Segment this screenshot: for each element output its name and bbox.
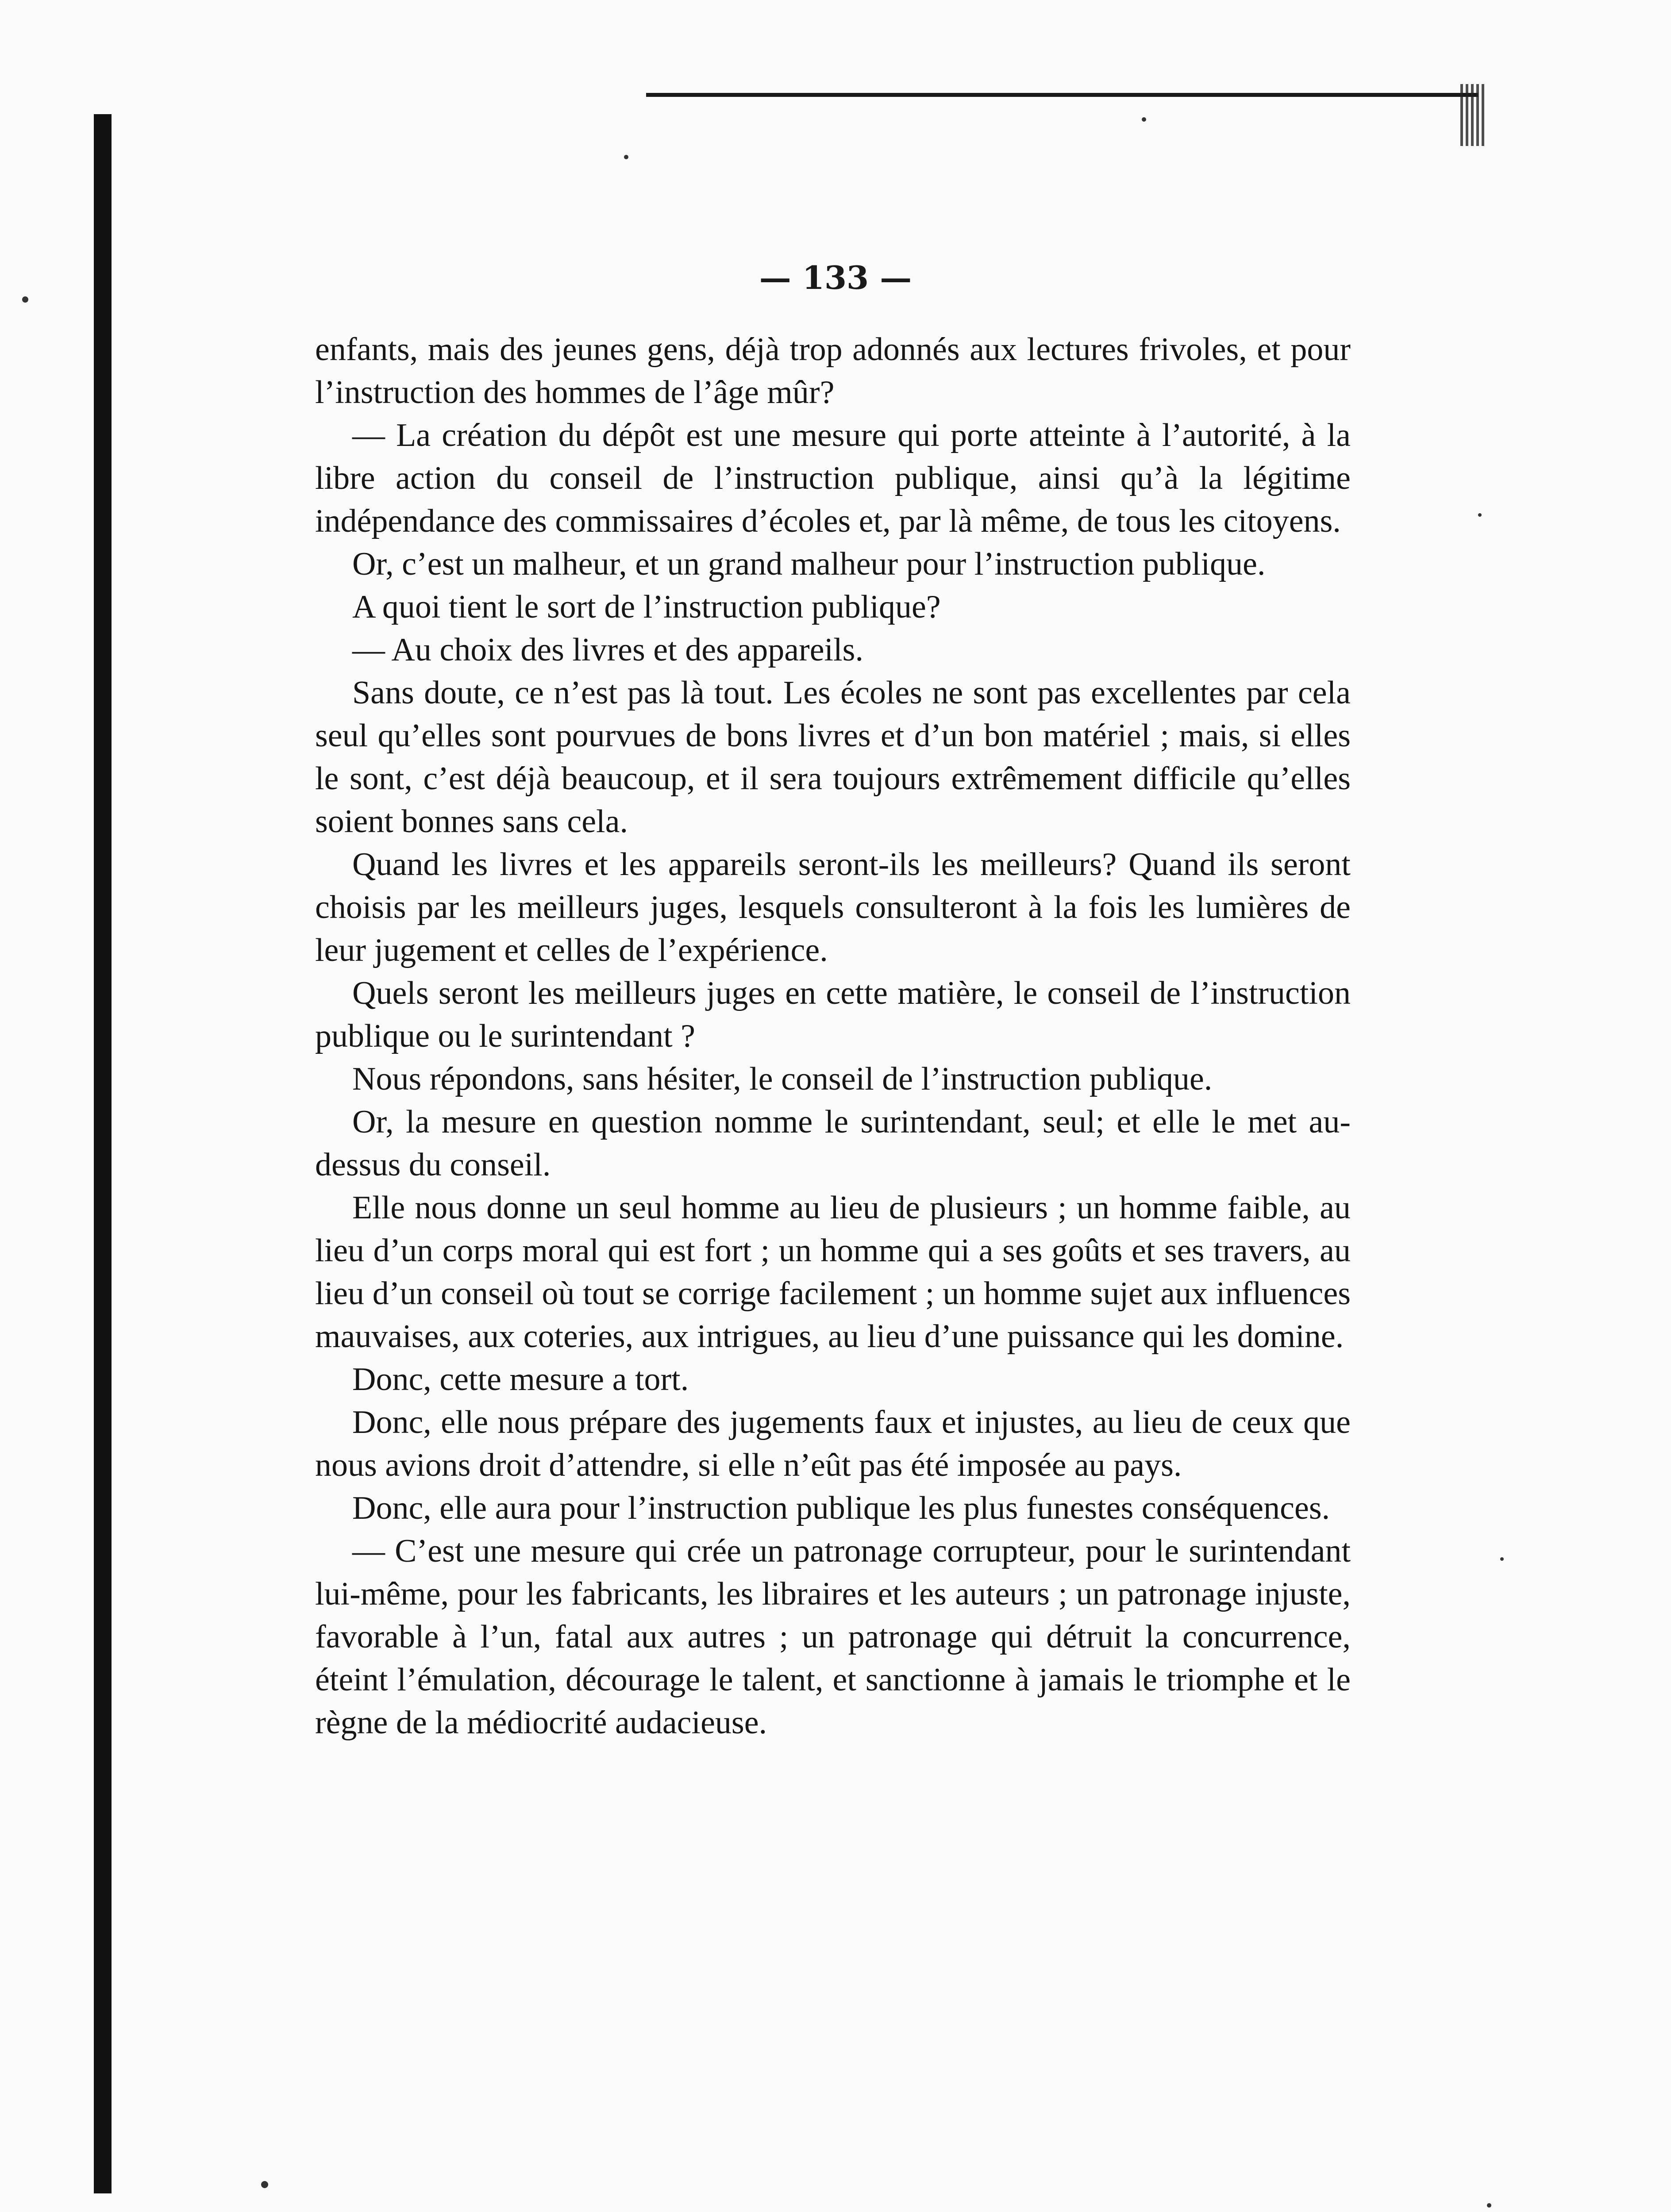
paragraph: Donc, elle nous prépare des jugements faux et injustes, au lieu de ceux que nous avions droit d’attendre, si elle n’eût pas été imposée au pays.	[315, 1404, 1351, 1483]
scan-speck	[261, 2181, 268, 2188]
paragraph: Elle nous donne un seul homme au lieu de plusieurs ; un homme faible, au lieu d’un corps moral qui est fort ; un homme qui a ses goûts et ses travers, au lieu d’un conseil où tout se corrige facilement ; un homme sujet aux influences mauvaises, aux coteries, aux intrigues, au lieu d’une puissance qui les domine.	[315, 1190, 1351, 1355]
scan-speck	[1478, 513, 1482, 517]
paragraph: — La création du dépôt est une mesure qui porte atteinte à l’autorité, à la libre action du conseil de l’instruction publique, ainsi qu’à la légitime indépendance des commissaires d’écoles et, par là même, de tous les citoyens.	[315, 417, 1351, 539]
scan-speck	[624, 155, 628, 159]
paragraph: Nous répondons, sans hésiter, le conseil de l’instruction publique.	[352, 1061, 1213, 1097]
paragraph: enfants, mais des jeunes gens, déjà trop adonnés aux lectures frivoles, et pour l’instruction des hommes de l’âge mûr?	[315, 331, 1351, 411]
page-number: — 133 —	[759, 259, 912, 296]
scan-speck	[1142, 117, 1146, 122]
paragraph: — Au choix des livres et des appareils.	[352, 632, 863, 668]
scan-speck	[1487, 2203, 1491, 2208]
body-text	[315, 328, 1351, 1744]
scan-speck	[22, 296, 28, 303]
paragraph: — C’est une mesure qui crée un patronage corrupteur, pour le surintendant lui-même, pour les fabricants, les libraires et les auteurs ; un patronage injuste, favorable à l’un, fatal aux autres ; un patronage qui détruit la concurrence, éteint l’émulation, décourage le talent, et sanctionne à jamais le triomphe et le règne de la médiocrité audacieuse.	[315, 1533, 1351, 1741]
paragraph: Donc, elle aura pour l’instruction publique les plus funestes conséquences.	[352, 1490, 1330, 1526]
paragraph: Quand les livres et les appareils seront-ils les meilleurs? Quand ils seront choisis par les meilleurs juges, lesquels consulteront à la fois les lumières de leur jugement et celles de l’expérience.	[315, 846, 1351, 968]
paragraph: Quels seront les meilleurs juges en cette matière, le conseil de l’instruction publique ou le surintendant ?	[315, 975, 1351, 1054]
paragraph: Sans doute, ce n’est pas là tout. Les écoles ne sont pas excellentes par cela seul qu’elles sont pourvues de bons livres et d’un bon matériel ; mais, si elles le sont, c’est déjà beaucoup, et il sera toujours extrêmement difficile qu’elles soient bonnes sans cela.	[315, 675, 1351, 840]
paragraph: A quoi tient le sort de l’instruction publique?	[352, 589, 941, 625]
page-edge-mark	[1460, 84, 1487, 146]
paragraph: Or, c’est un malheur, et un grand malheur pour l’instruction publique.	[352, 546, 1266, 582]
top-rule	[646, 93, 1478, 97]
scan-speck	[1500, 1557, 1504, 1561]
binding-shadow	[94, 114, 112, 2193]
paragraph: Or, la mesure en question nomme le surintendant, seul; et elle le met au-dessus du conseil.	[315, 1104, 1351, 1183]
paragraph: Donc, cette mesure a tort.	[352, 1361, 689, 1398]
